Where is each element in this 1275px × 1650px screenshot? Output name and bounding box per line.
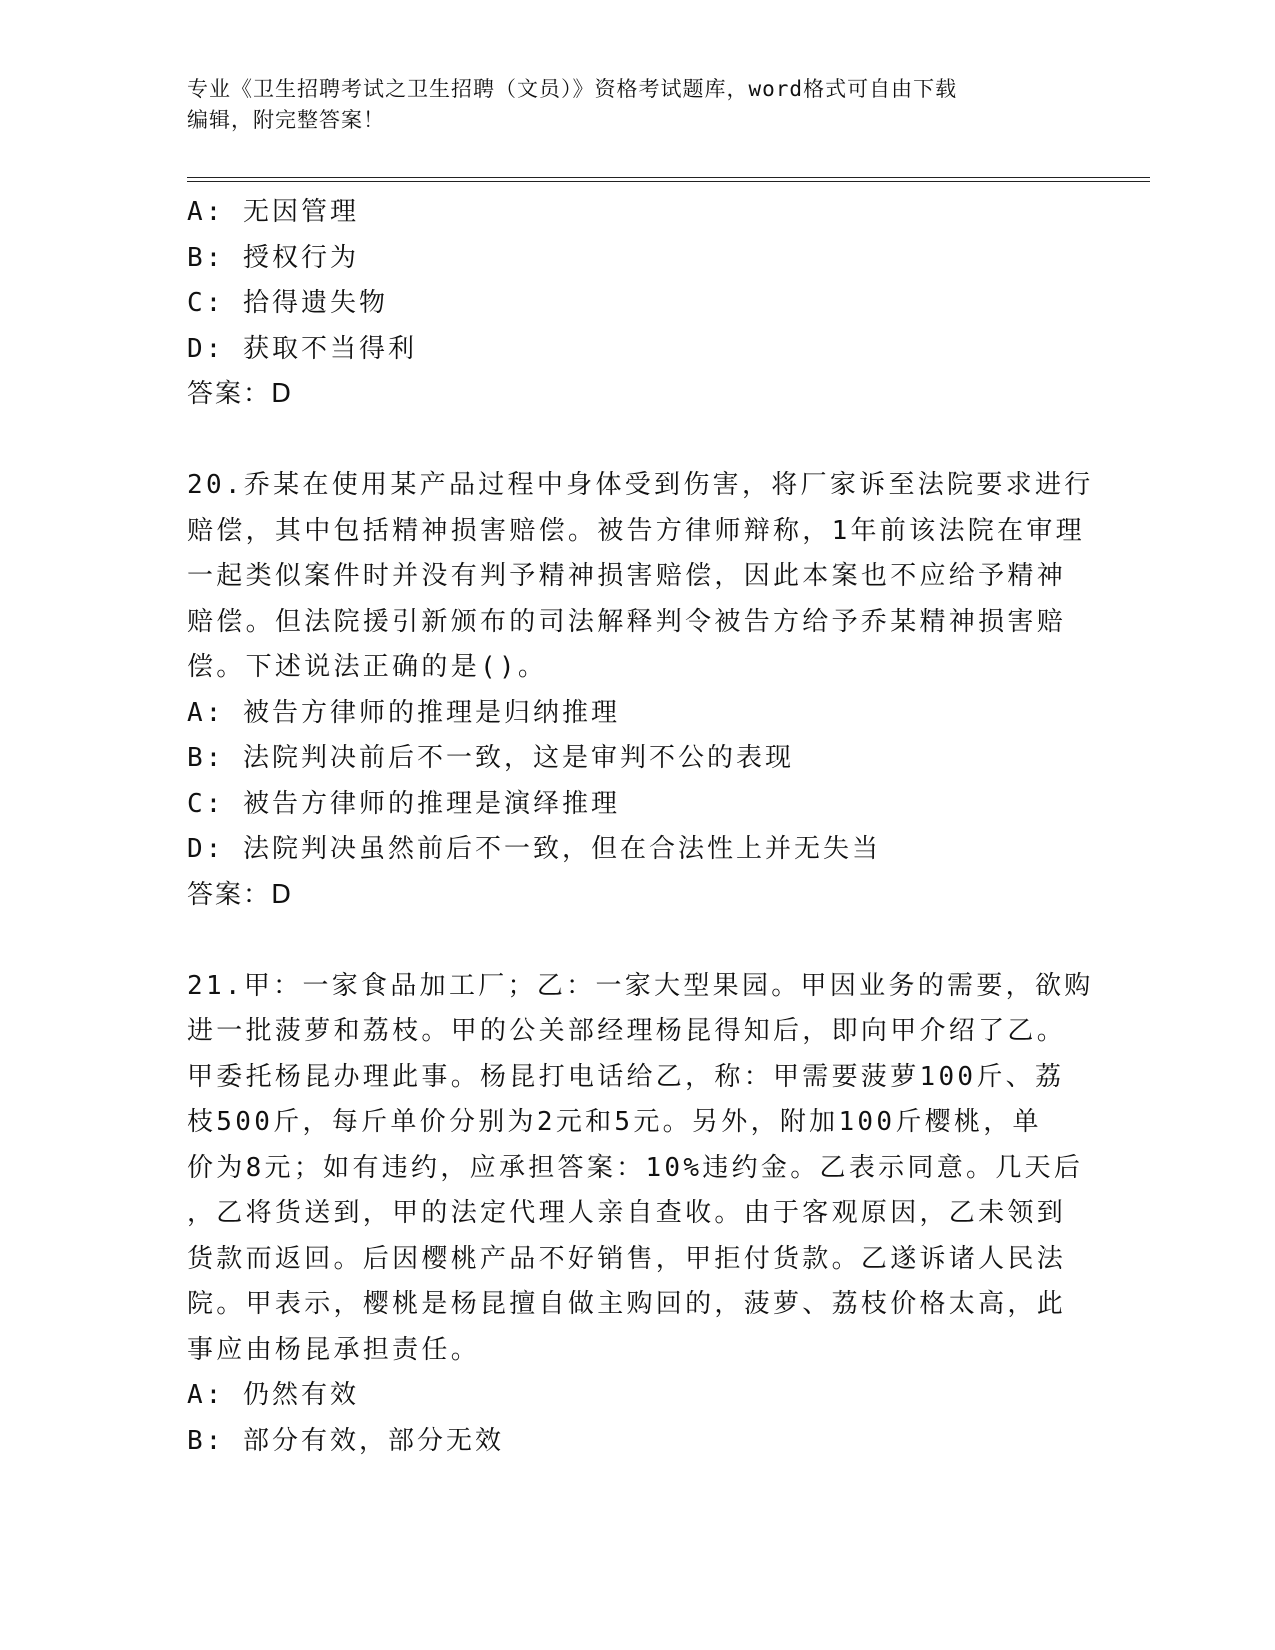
stem-line: 偿。下述说法正确的是()。 [187, 652, 548, 682]
question-21-stem [187, 964, 1094, 1374]
option-b: B: 部分有效，部分无效 [187, 1425, 504, 1456]
option-d: D: 法院判决虽然前后不一致，但在合法性上并无失当 [187, 834, 881, 864]
stem-line: 一起类似案件时并没有判予精神损害赔偿，因此本案也不应给予精神 [187, 561, 1067, 591]
stem-line: ，乙将货送到，甲的法定代理人亲自查收。由于客观原因，乙未领到 [187, 1198, 1067, 1228]
document-header [187, 74, 1087, 136]
stem-line: 事应由杨昆承担责任。 [187, 1334, 481, 1365]
stem-line: 货款而返回。后因樱桃产品不好销售，甲拒付货款。乙遂诉诸人民法 [187, 1243, 1067, 1274]
question-20-answer: 答案：D [187, 879, 294, 910]
option-a: A: 仍然有效 [187, 1380, 359, 1410]
stem-line: 21.甲：一家食品加工厂；乙：一家大型果园。甲因业务的需要，欲购 [187, 970, 1094, 1001]
stem-line: 院。甲表示，樱桃是杨昆擅自做主购回的，菠萝、荔枝价格太高，此 [187, 1289, 1067, 1319]
question-20-stem [187, 463, 1094, 691]
question-20-options [187, 691, 1087, 873]
stem-line: 进一批菠萝和荔枝。甲的公关部经理杨昆得知后，即向甲介绍了乙。 [187, 1016, 1067, 1046]
header-line-2: 编辑，附完整答案！ [187, 108, 385, 132]
question-21-options [187, 1373, 1087, 1464]
stem-line: 价为8元；如有违约，应承担答案：10%违约金。乙表示同意。几天后 [187, 1152, 1084, 1183]
stem-line: 甲委托杨昆办理此事。杨昆打电话给乙，称：甲需要菠萝100斤、荔 [187, 1061, 1065, 1092]
option-a: A: 被告方律师的推理是归纳推理 [187, 697, 620, 728]
header-line-1: 专业《卫生招聘考试之卫生招聘（文员）》资格考试题库，word格式可自由下载 [187, 77, 958, 101]
question-19-options [187, 190, 1087, 372]
option-a: A: 无因管理 [187, 197, 359, 227]
question-content [187, 190, 1094, 1464]
header-divider-top [187, 177, 1150, 178]
stem-line: 20.乔某在使用某产品过程中身体受到伤害，将厂家诉至法院要求进行 [187, 470, 1094, 500]
spacer [187, 918, 1087, 964]
spacer [187, 418, 1087, 464]
stem-line: 赔偿。但法院援引新颁布的司法解释判令被告方给予乔某精神损害赔 [187, 606, 1067, 637]
option-c: C: 被告方律师的推理是演绎推理 [187, 788, 620, 819]
stem-line: 枝500斤，每斤单价分别为2元和5元。另外，附加100斤樱桃，单 [187, 1107, 1042, 1137]
option-d: D: 获取不当得利 [187, 333, 417, 364]
option-b: B: 授权行为 [187, 242, 359, 273]
option-b: B: 法院判决前后不一致，这是审判不公的表现 [187, 743, 794, 773]
header-divider-bottom [187, 181, 1150, 182]
stem-line: 赔偿，其中包括精神损害赔偿。被告方律师辩称，1年前该法院在审理 [187, 515, 1085, 546]
option-c: C: 拾得遗失物 [187, 288, 388, 318]
question-19-answer: 答案：D [187, 379, 294, 409]
